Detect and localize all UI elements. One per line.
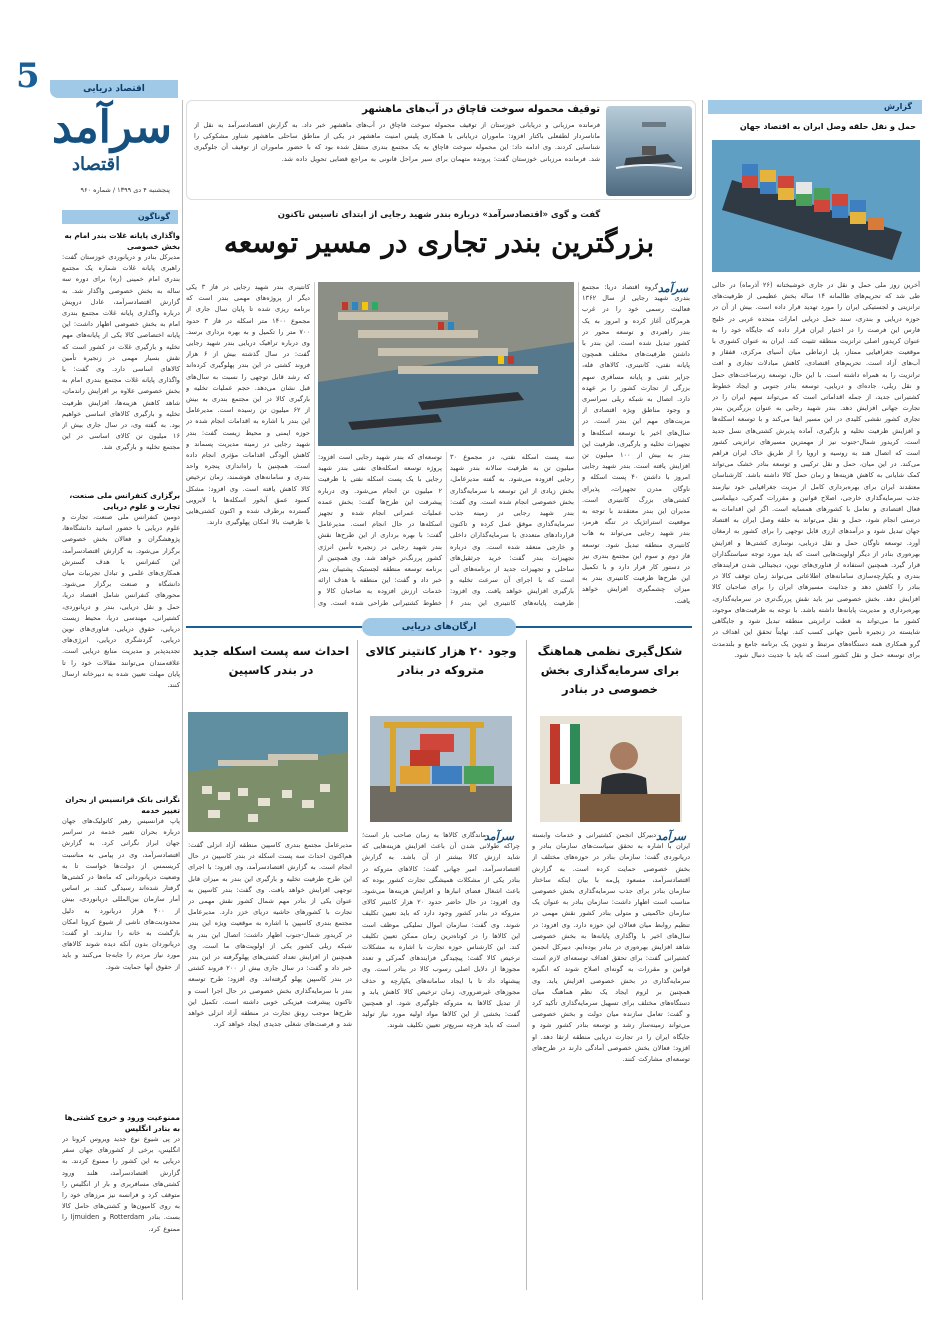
issue-date: پنجشنبه ۴ دی ۱۳۹۹ / شماره ۹۶۰ [80,186,170,194]
arkan-s1-ornament: سرآمد [656,830,687,843]
boat-photo [606,106,692,196]
port-aerial-photo [318,282,574,446]
kala-a1-head: واگذاری پایانه غلات بندر امام به بخش خصوصی [64,231,180,251]
kala-a2-body: دومین کنفرانس ملی صنعت، تجارت و علوم دریایی با حضور اساتید دانشگاه‌ها، پژوهشگران و فعالان بخش خصوصی برگزار می‌شود. به گزارش اقتصادسرآمد، این کنفرانس با هدف گسترش همکاری‌های علمی و تبادل تجربیات میان دانشگاه و صنعت برگزار می‌شود. محورهای کنفرانس شامل اقتصاد دریا، حمل و نقل دریایی، بندر و دریانوردی، کشتیرانی، مهندسی دریا، محیط زیست دریایی، حقوق دریایی، فناوری‌های نوین دریایی، گردشگری دریایی، انرژی‌های تجدیدپذیر و مدیریت منابع دریایی است. علاقه‌مندان می‌توانند مقالات خود را تا پایان مهلت تعیین شده به دبیرخانه ارسال کنند. [62,513,180,690]
main-col1-rule [578,282,579,608]
logo-text: سرآمد [52,102,173,153]
container-crane-icon [370,716,512,822]
container-ship-icon [712,140,920,272]
main-col5-rule [314,282,315,608]
report-body: آخرین روز ملی حمل و نقل در جاری خوشبختانه (۲۶ آذرماه) در حالی طی شد که تحریم‌های ظالمانه ۱۴ ساله بخش عظیمی از ظرفیت‌های ترانزیتی و لجستیکی ایران را مورد تهدید قرار داده است. بیش از آن در حوزه دریایی و بندری، سند حمل دریایی امارات متحده عربی در خلیج فارس این فرصت را در اختیار ایران قرار داده که جایگاه خود را به عنوان کریدور اصلی ترانزیت منطقه تثبیت کند. ایران به عنوان کشوری با موقعیت جغرافیایی ممتاز، پل ارتباطی میان آسیای مرکزی، قفقاز و آب‌های آزاد است. تحریم‌های اقتصادی، کاهش مبادلات تجاری و افت ترانزیت را به همراه داشته است. با این حال، توسعه زیرساخت‌های حمل و نقل ریلی، جاده‌ای و دریایی، توسعه بنادر جنوبی و ایجاد خطوط کشتیرانی جدید، از جمله اقداماتی است که می‌تواند سهم ایران را در تجارت جهانی افزایش دهد. بندر شهید رجایی به عنوان بزرگترین بندر تجاری کشور نقشی کلیدی در این مسیر ایفا می‌کند و با توسعه اسکله‌ها و افزایش ظرفیت تخلیه و بارگیری، آماده پذیرش کشتی‌های نسل جدید است. کریدور شمال-جنوب نیز از مهمترین مسیرهای ترانزیتی کشور است که اتصال هند به روسیه و اروپا را از طریق خاک ایران فراهم می‌کند. در این میان، حمل و نقل ترکیبی و توسعه بنادر خشک می‌تواند کمک شایانی به کاهش هزینه‌ها و زمان حمل کالا داشته باشد. کارشناسان معتقدند ایران برای بهره‌برداری کامل از مزیت جغرافیایی خود نیازمند جذب سرمایه‌گذاری خارجی، اصلاح قوانین و مقررات گمرکی، دیپلماسی فعال اقتصادی و تعامل با کشورهای همسایه است. اگر این اقدامات به درستی انجام شود، حمل و نقل می‌تواند به حلقه وصل ایران به اقتصاد جهان تبدیل شود و درآمدهای ارزی قابل توجهی را برای کشور به ارمغان آورد. توسعه ناوگان حمل و نقل دریایی، نوسازی کشتی‌ها و افزایش بهره‌وری بنادر از دیگر اولویت‌هایی است که باید مورد توجه سیاستگذاران قرار گیرد. همچنین استفاده از فناوری‌های نوین، دیجیتالی شدن فرایندهای بندری و یکپارچه‌سازی سامانه‌های اطلاعاتی می‌تواند زمان توقف کالا در بنادر را کاهش دهد و جذابیت مسیرهای ایران را برای صاحبان کالا افزایش دهد. بخش خصوصی نیز باید نقش پررنگ‌تری در سرمایه‌گذاری، بهره‌برداری و مدیریت پایانه‌ها داشته باشد. با توجه به ظرفیت‌های موجود، کشور ما می‌تواند به قطب ترانزیتی منطقه تبدیل شود و جایگاهی شایسته در زنجیره تأمین جهانی کسب کند. نهایتاً تحقق این اهداف در گرو همکاری همه دستگاه‌های مرتبط و تدوین یک برنامه جامع و بلندمدت برای توسعه حمل و نقل کشور است که باید با جدیت دنبال شود. [712,281,920,659]
top-story-head: توقیف محموله سوخت قاچاق در آب‌های ماهشهر [362,104,600,115]
arkan-rule-2 [357,640,358,1290]
kala-a3-body: پاپ فرانسیس رهبر کاتولیک‌های جهان درباره بحران تغییر خدمه در سراسر جهان ابراز نگرانی کرد. به گزارش اقتصادسرآمد، وی در پیامی به مناسبت کریسمس از دولت‌ها خواست تا به وضعیت دریانوردانی که ماه‌ها در کشتی‌ها گرفتار شده‌اند رسیدگی کنند. بر اساس آمار سازمان بین‌المللی دریانوردی، بیش از ۴۰۰ هزار دریانورد به دلیل محدودیت‌های ناشی از شیوع کرونا امکان بازگشت به خانه را ندارند. او گفت: دریانوردان بدون آنکه دیده شوند کالاهای مورد نیاز مردم را جابه‌جا می‌کنند و باید از حقوق آنها حمایت شود. [62,817,180,971]
kala-a4-body: در پی شیوع نوع جدید ویروس کرونا در انگلیس، برخی از کشورهای جهان سفر دریایی به این کشور را ممنوع کردند. به گزارش اقتصادسرآمد، هلند ورود کشتی‌های مسافربری و بار از انگلیس را متوقف کرد و فرانسه نیز مرزهای خود را به روی کامیون‌ها و کشتی‌های حامل کالا بست. بنادر Rotterdam و Ijmuiden را ممنوع کرد. [62,1135,180,1233]
main-col2: کانتینری بندر شهید رجایی در فاز ۳ یکی دیگر از پروژه‌های مهمی بندر است که برنامه ریزی شده تا پایان سال جاری از مجموع ۱۴۰۰ متر اسکله در فاز ۳ حدود ۷۰۰ متر را تکمیل و به بهره برداری برسد. وی درباره ترافیک دریایی بندر شهید رجایی گفت: در سال گذشته بیش از ۶ هزار فروند کشتی در این بندر پهلوگیری کرده‌اند که رشد قابل توجهی را نسبت به سال‌های قبل نشان می‌دهد. حجم عملیات تخلیه و بارگیری کالا در این مجتمع بندری به بیش از ۶۲ میلیون تن رسیده است. مدیرعامل این بندر با اشاره به اقدامات انجام شده در حوزه ایمنی و محیط زیست گفت: بندر شهید رجایی در زمینه مدیریت پسماند و کاهش آلودگی اقدامات مؤثری انجام داده است. همچنین با راه‌اندازی پنجره واحد بندری و سامانه‌های هوشمند، زمان ترخیص کالا کاهش یافته است. وی افزود: مشکل کمبود عمق آبخور اسکله‌ها با لایروبی گسترده برطرف شده و اکنون کشتی‌هایی با ظرفیت بالا امکان پهلوگیری دارند. [186,283,310,527]
port-aerial-icon [318,282,574,446]
main-col1: گروه اقتصاد دریا: مجتمع بندری شهید رجایی از سال ۱۳۶۲ فعالیت رسمی خود را در غرب هرمزگان آغاز کرده و امروز به یک بندر راهبردی و توسعه محور در کشور تبدیل شده است. این بندر با داشتن ظرفیت‌های مختلف همچون پایانه نفتی، کانتینری، کالاهای فله، جزایر نفتی و پایانه مسافری سهم بزرگی از تجارت کشور را بر عهده دارد. اتصال به شبکه ریلی سراسری و وجود مناطق ویژه اقتصادی از مزیت‌های مهم این بندر است. در سال‌های اخیر با توسعه اسکله‌ها و تجهیزات تخلیه و بارگیری، ظرفیت این بندر به بیش از ۱۰۰ میلیون تن افزایش یافته است. بندر شهید رجایی امروز با داشتن ۴۰ پست اسکله و ناوگان مدرن تجهیزات، پذیرای کشتی‌های بزرگ کانتینری است. مدیران این بندر معتقدند با توجه به موقعیت استراتژیک در تنگه هرمز، بندر شهید رجایی می‌تواند به هاب کانتینری منطقه تبدیل شود. توسعه فاز دوم و سوم این مجتمع بندری نیز در دستور کار قرار دارد و با تکمیل این طرح‌ها ظرفیت کانتینری بندر به میزان چشمگیری افزایش خواهد یافت. [582,283,690,605]
main-kicker: گفت و گوی «اقتصادسرآمد» درباره بندر شهید رجایی از ابتدای تاسیس تاکنون [277,210,601,220]
report-band [708,100,922,114]
top-story-body: فرمانده مرزبانی و دریابانی خوزستان از توقیف محموله سوخت قاچاق در آب‌های ماهشهر خبر داد. به گزارش اقتصادسرآمد به نقل از ماناسردار لطفعلی باکتار افزود: ماموران دریابانی با همکاری پلیس امنیت ماهشهر در یکی از مناطق ساحلی ماهشهر شناور مشکوکی را شناسایی کردند. وی ادامه داد: این محموله سوخت قاچاق به یک مجتمع بندری منتقل شده بود که با حضور ماموران از توقیف آن جلوگیری شد. فرمانده مرزبانی خوزستان گفت: پرونده متهمان برای سیر مراحل قانونی به مراجع قضایی تحویل داده شد. [194,121,600,163]
arkan-s1-head: شکل‌گیری نظمی هماهنگ برای سرمایه‌گذاری بخش خصوصی در بنادر [537,644,683,696]
arkan-s3-head: احداث سه پست اسکله جدید در بندر کاسپین [192,644,350,677]
main-col1-ornament: سرآمد [658,282,689,295]
report-head: حمل و نقل حلقه وصل ایران به اقتصاد جهان [739,122,916,131]
arkan-s2-body: ماندگاری کالاها به زمان صاحب بار است؛ چراکه طولانی شدن آن باعث افزایش هزینه‌هایی که شاید ارزش کالا بیشتر از آن باشد. به گزارش اقتصادسرآمد، امیر جهانی گفت: کالاهای متروکه در بنادر یکی از مشکلات همیشگی تجارت کشور بوده که باعث اشغال فضای انبارها و افزایش هزینه‌ها می‌شود. وی افزود: در حال حاضر حدود ۲۰ هزار کانتینر کالای متروکه در بنادر کشور وجود دارد که باید تعیین تکلیف شوند. وی گفت: سازمان اموال تملیکی موظف است این کالاها را در کوتاه‌ترین زمان ممکن تعیین تکلیف کند. این کارشناس حوزه تجارت با اشاره به مشکلات ترخیص کالا گفت: پیچیدگی فرایندهای گمرکی و تعدد مجوزها از دلایل اصلی رسوب کالا در بنادر است. وی پیشنهاد داد تا با ایجاد سامانه‌های یکپارچه و حذف مجوزهای غیرضروری، زمان ترخیص کالا کاهش یابد و از تبدیل کالاها به متروکه جلوگیری شود. او همچنین گفت: بخشی از این کالاها مواد اولیه مورد نیاز تولید است که باید هرچه سریع‌تر تعیین تکلیف شوند. [362,831,520,1030]
containers-photo [370,716,512,822]
arkan-band [362,618,516,636]
arkan-s3-body: مدیرعامل مجتمع بندری کاسپین منطقه آزاد انزلی گفت: هم‌اکنون احداث سه پست اسکله در بندر کاسپین در حال انجام است. به گزارش اقتصادسرآمد، وی افزود: با اجرای این طرح ظرفیت تخلیه و بارگیری این بندر به میزان قابل توجهی افزایش خواهد یافت. وی گفت: بندر کاسپین به عنوان یکی از بنادر مهم شمال کشور نقش مهمی در تجارت با کشورهای حاشیه دریای خزر دارد. مدیرعامل مجتمع بندری کاسپین با اشاره به موقعیت ویژه این بندر در کریدور شمال-جنوب اظهار داشت: اتصال این بندر به شبکه ریلی کشور یکی از اولویت‌های ما است. وی همچنین از افزایش تعداد کشتی‌های پهلوگرفته در این بندر خبر داد و گفت: در سال جاری بیش از ۲۰۰ فروند کشتی در بندر کاسپین پهلو گرفته‌اند. وی افزود: طرح توسعه بندر با سرمایه‌گذاری بخش خصوصی در حال اجرا است و تاکنون پیشرفت فیزیکی خوبی داشته است. تکمیل این طرح‌ها موجب رونق تجارت در منطقه آزاد انزلی خواهد شد و فرصت‌های شغلی جدیدی ایجاد خواهد کرد. [188,841,352,1029]
right-column-rule [702,100,703,1300]
kala-a4-head: ممنوعیت ورود و خروج کشتی‌ها به بنادر انگلیس [64,1113,180,1133]
main-headline: بزرگترین بندر تجاری در مسیر توسعه [223,226,655,259]
arkan-s2-head: وجود ۲۰ هزار کانتینر کالای متروکه در بنادر [365,644,517,677]
main-col4: توسعه‌ای که بندر شهید رجایی است افزود: پروژه توسعه اسکله‌های نفتی بندر شهید رجایی با یک پست اسکله نفتی با ظرفیت ۲ میلیون تن انجام می‌شود. وی درباره پیشرفت این طرح‌ها گفت: بخش عمده عملیات عمرانی انجام شده و تجهیز اسکله‌ها در حال انجام است. مدیرعامل گفت: با بهره برداری از این طرح‌ها نقش بندر شهید رجایی در زنجیره تأمین انرژی کشور پررنگ‌تر خواهد شد. وی همچنین از برنامه توسعه منطقه لجستیک پشتیبان بندر خبر داد و گفت: این منطقه با هدف ارائه خدمات ارزش افزوده به صاحبان کالا و خطوط کشتیرانی طراحی شده است. وی [318,453,442,607]
section-title: اقتصاد دریایی [83,84,145,94]
page-number: 5 [16,56,40,96]
report-label: گزارش [883,102,912,111]
left-column-rule [182,100,183,1300]
kala-a1-body: مدیرکل بنادر و دریانوردی خوزستان گفت: راهبری پایانه غلات شماره یک مجتمع بندری امام خمینی (ره) برای دوره سه ساله به بخش خصوصی واگذار شد. به گزارش اقتصادسرآمد، عادل درویش درباره واگذاری پایانه غلات مجتمع بندری امام به بخش خصوصی اظهار داشت: این پایانه اختصاصی کالا یکی از پایانه‌های مهم تخلیه و بارگیری غلات در کشور است که نقش بسیار مهمی در زنجیره تأمین کالاهای اساسی دارد. وی گفت: با واگذاری پایانه غلات مجتمع بندری امام به بخش خصوصی علاوه بر افزایش راندمان، شاهد کاهش هزینه‌ها، افزایش ظرفیت تخلیه و بارگیری کالاهای اساسی خواهیم بود. به گفته وی، در سال جاری بیش از ۱۶ میلیون تن کالای اساسی در این مجتمع تخلیه و بارگیری شد. [62,253,180,452]
main-col3: سه پست اسکله نفتی، در مجموع ۳۰ میلیون تن به ظرفیت سالانه بندر شهید رجایی افزوده می‌شود. به گفته مدیرعامل، بخش زیادی از این توسعه با سرمایه‌گذاری بخش خصوصی انجام شده است. وی گفت: بندر شهید رجایی در زمینه جذب سرمایه‌گذاری موفق عمل کرده و تاکنون قراردادهای متعددی با سرمایه‌گذاران داخلی و خارجی منعقد شده است. وی درباره تجهیزات بندر گفت: خرید جرثقیل‌های ساحلی و تجهیزات جدید از برنامه‌های آتی است که با اجرای آن سرعت تخلیه و بارگیری افزایش خواهد یافت. وی افزود: ظرفیت پایانه‌های کانتینری این بندر ۶ [450,453,574,607]
kala-band [62,210,178,224]
arkan-s2-ornament: سرآمد [484,830,515,843]
official-photo [540,716,682,822]
arkan-title: ارگان‌های دریایی [401,622,477,632]
arkan-s1-body: دبیرکل انجمن کشتیرانی و خدمات وابسته ایران با اشاره به تحقق سیاست‌های سازمان بنادر و دریانوردی گفت: سازمان بنادر در حوزه‌های مختلف از بخش خصوصی حمایت کرده است. به گزارش اقتصادسرآمد، مسعود پل‌مه با بیان اینکه ساختار سازمان بنادر برای جذب سرمایه‌گذاری بخش خصوصی مناسب است اظهار داشت: سازمان بنادر به عنوان یک سازمان حاکمیتی و متولی بنادر کشور نقش مهمی در تنظیم روابط میان فعالان این حوزه دارد. وی افزود: در سال‌های اخیر با واگذاری پایانه‌ها به بخش خصوصی شاهد افزایش بهره‌وری در بنادر بوده‌ایم. دبیرکل انجمن کشتیرانی گفت: برای تحقق اهداف توسعه‌ای لازم است قوانین و مقررات به گونه‌ای اصلاح شوند که انگیزه سرمایه‌گذاری در بخش خصوصی افزایش یابد. وی همچنین بر لزوم ایجاد یک نظم هماهنگ میان دستگاه‌های مختلف برای تسهیل سرمایه‌گذاری تأکید کرد و گفت: تعامل سازنده میان دولت و بخش خصوصی می‌تواند زمینه‌ساز رشد و توسعه بنادر کشور شود و جایگاه ایران را در تجارت دریایی منطقه ارتقا دهد. او افزود: فعالان بخش خصوصی آمادگی دارند در طرح‌های توسعه‌ای مشارکت کنند. [532,831,690,1064]
kala-a3-head: نگرانی بانک فرانسیس از بحران تغییر خدمه [65,795,180,815]
container-ship-photo [712,140,920,272]
section-band [50,80,178,98]
caspian-port-icon [188,712,348,832]
logo-sub: اقتصاد [72,154,121,175]
speedboat-icon [606,106,692,196]
arkan-rule-1 [526,640,527,1290]
kala-column [62,230,180,1300]
official-portrait-icon [540,716,682,822]
main-col3-rule [446,452,447,608]
kala-a2-head: برگزاری کنفرانس ملی صنعت، تجارت و علوم دریایی [69,491,180,511]
caspian-port-photo [188,712,348,832]
kala-title: گوناگون [137,212,170,221]
